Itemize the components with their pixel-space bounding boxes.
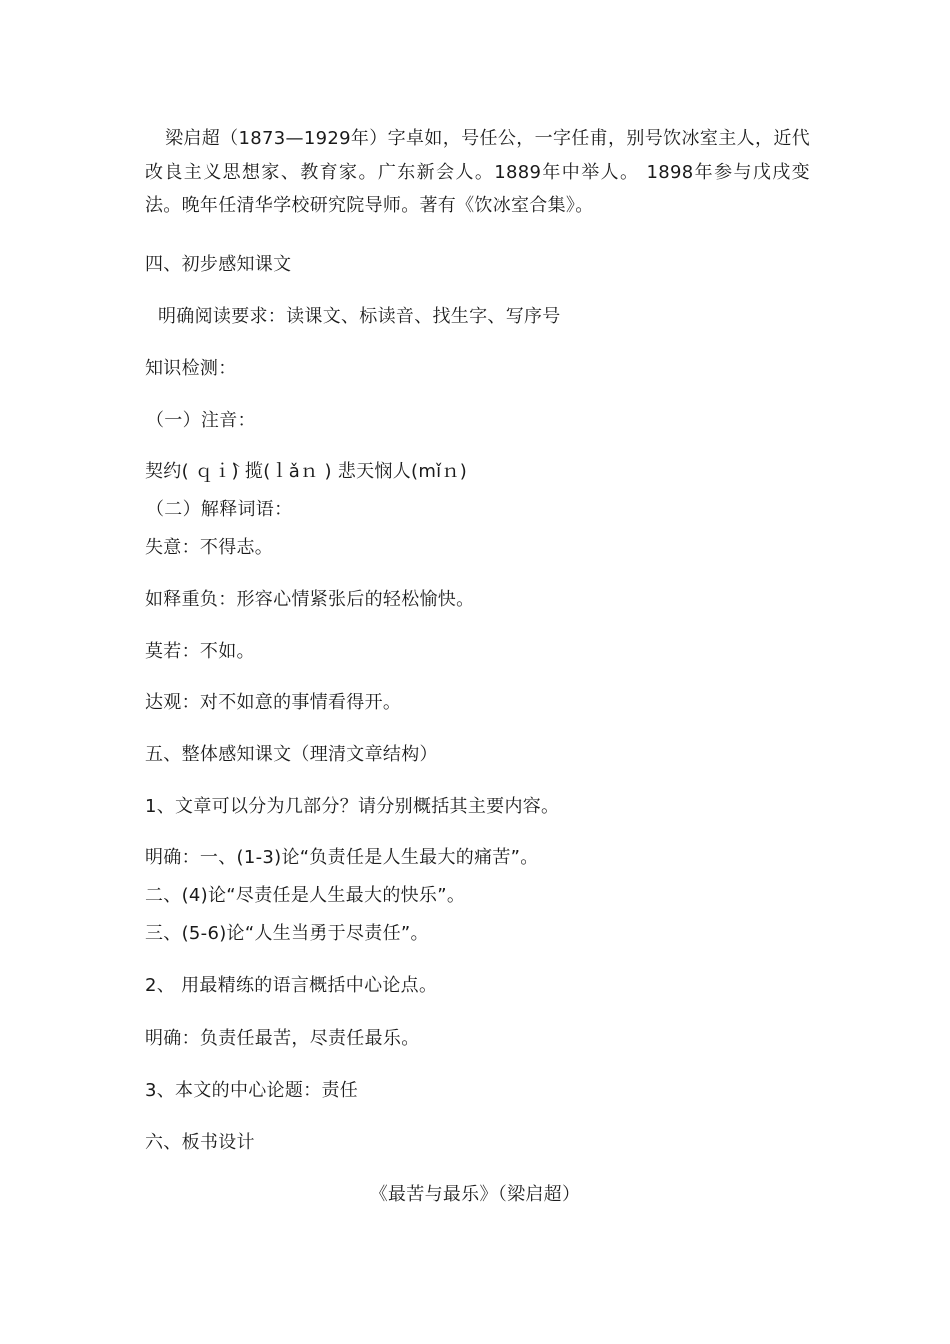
section6-heading: 六、板书设计 bbox=[145, 1132, 255, 1153]
answer-1-part-1: 明确：一、(1-3)论“负责任是人生最大的痛苦”。 bbox=[145, 847, 539, 868]
reading-requirements: 明确阅读要求：读课文、标读音、找生字、写序号 bbox=[158, 306, 561, 327]
section5-heading: 五、整体感知课文（理清文章结构） bbox=[145, 744, 438, 765]
bio-text: 梁启超（1873—1929年）字卓如，号任公，一字任甫，别号饮冰室主人，近代改良主义思想家、教育家。广东新会人。1889年中举人。 1898年参与戊戌变法。晚年任清华学校研究院导师。著有《饮冰室合集》。 bbox=[145, 128, 810, 216]
section4-heading: 四、初步感知课文 bbox=[145, 254, 292, 275]
pronunciation-heading: （一）注音： bbox=[146, 410, 256, 431]
vocab-heading: （二）解释词语： bbox=[146, 499, 293, 520]
pronunciation-items: 契约( ｑｉ̀) 揽(ｌǎｎ ) 悲天悯人(mǐｎ) bbox=[145, 461, 468, 482]
answer-1-part-2: 二、(4)论“尽责任是人生最大的快乐”。 bbox=[145, 885, 466, 906]
question-1: 1、文章可以分为几部分？请分别概括其主要内容。 bbox=[145, 796, 560, 817]
question-2: 2、 用最精练的语言概括中心论点。 bbox=[145, 975, 438, 996]
question-3: 3、本文的中心论题：责任 bbox=[145, 1080, 359, 1101]
vocab-item-3: 莫若：不如。 bbox=[145, 641, 255, 662]
answer-1-part-3: 三、(5-6)论“人生当勇于尽责任”。 bbox=[145, 923, 429, 944]
vocab-item-1: 失意：不得志。 bbox=[145, 537, 274, 558]
board-design-title: 《最苦与最乐》（梁启超） bbox=[369, 1184, 581, 1205]
answer-2: 明确：负责任最苦，尽责任最乐。 bbox=[145, 1028, 420, 1049]
vocab-item-4: 达观：对不如意的事情看得开。 bbox=[145, 692, 402, 713]
bio-paragraph bbox=[145, 122, 810, 223]
knowledge-check-heading: 知识检测： bbox=[145, 358, 237, 379]
vocab-item-2: 如释重负：形容心情紧张后的轻松愉快。 bbox=[145, 589, 475, 610]
